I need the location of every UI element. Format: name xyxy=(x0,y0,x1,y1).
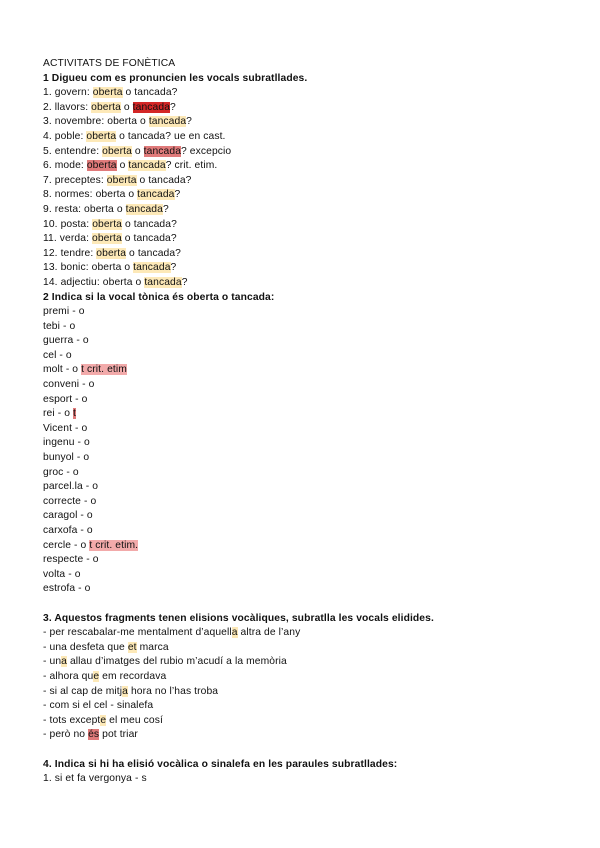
list-item: - com si el cel - sinalefa xyxy=(43,700,154,712)
section-2-heading: 2 Indica si la vocal tònica és oberta o tancada: xyxy=(43,291,275,303)
section-1-heading: 1 Digueu com es pronuncien les vocals subratllades. xyxy=(43,72,308,84)
list-item: - tots excepte el meu cosí xyxy=(43,714,163,726)
list-item: correcte - o xyxy=(43,495,97,507)
list-item: 3. novembre: oberta o tancada? xyxy=(43,116,192,128)
list-item: tebi - o xyxy=(43,320,76,332)
section-3-heading: 3. Aquestos fragments tenen elisions vocàliques, subratlla les vocals elidides. xyxy=(43,612,434,624)
list-item: premi - o xyxy=(43,306,85,318)
list-item: 1. si et fa vergonya - s xyxy=(43,773,147,785)
list-item: 9. resta: oberta o tancada? xyxy=(43,203,169,215)
list-item: caragol - o xyxy=(43,510,93,522)
spacer xyxy=(43,743,573,758)
list-item: - una allau d’imatges del rubio m’acudí a la memòria xyxy=(43,656,287,668)
list-item: respecte - o xyxy=(43,554,99,566)
list-item: Vicent - o xyxy=(43,422,88,434)
list-item: - però no és pot triar xyxy=(43,729,138,741)
list-item: - si al cap de mitja hora no l’has troba xyxy=(43,685,219,697)
list-item: molt - o t crit. etim xyxy=(43,364,127,376)
spacer xyxy=(43,597,573,612)
list-item: - alhora que em recordava xyxy=(43,670,167,682)
list-item: bunyol - o xyxy=(43,452,90,464)
list-item: cel - o xyxy=(43,349,72,361)
section-4-heading: 4. Indica si hi ha elisió vocàlica o sinalefa en les paraules subratllades: xyxy=(43,758,398,770)
list-item: carxofa - o xyxy=(43,525,93,536)
list-item: 5. entendre: oberta o tancada? excepcio xyxy=(43,145,232,157)
list-item: 13. bonic: oberta o tancada? xyxy=(43,262,177,274)
list-item: 14. adjectiu: oberta o tancada? xyxy=(43,276,188,288)
list-item: cercle - o t crit. etim. xyxy=(43,539,139,551)
list-item: 7. preceptes: oberta o tancada? xyxy=(43,174,192,186)
list-item: groc - o xyxy=(43,466,79,478)
list-item: 4. poble: oberta o tancada? ue en cast. xyxy=(43,130,226,142)
document-page xyxy=(43,57,573,787)
list-item: 2. llavors: oberta o tancada? xyxy=(43,101,176,113)
list-item: ingenu - o xyxy=(43,437,90,449)
list-item: esport - o xyxy=(43,393,88,405)
list-item: guerra - o xyxy=(43,335,89,347)
list-item: 10. posta: oberta o tancada? xyxy=(43,218,177,230)
list-item: - una desfeta que et marca xyxy=(43,641,169,653)
list-item: parcel.la - o xyxy=(43,481,99,493)
list-item: conveni - o xyxy=(43,379,95,391)
list-item: 6. mode: oberta o tancada? crit. etim. xyxy=(43,160,218,172)
list-item: 12. tendre: oberta o tancada? xyxy=(43,247,182,259)
list-item: volta - o xyxy=(43,568,81,580)
document-title: ACTIVITATS DE FONÈTICA xyxy=(43,58,176,69)
list-item: 8. normes: oberta o tancada? xyxy=(43,189,181,201)
list-item: rei - o t xyxy=(43,408,76,420)
list-item: - per rescabalar-me mentalment d’aquella altra de l’any xyxy=(43,627,301,639)
list-item: 1. govern: oberta o tancada? xyxy=(43,87,178,99)
list-item: estrofa - o xyxy=(43,583,91,595)
list-item: 11. verda: oberta o tancada? xyxy=(43,233,177,245)
